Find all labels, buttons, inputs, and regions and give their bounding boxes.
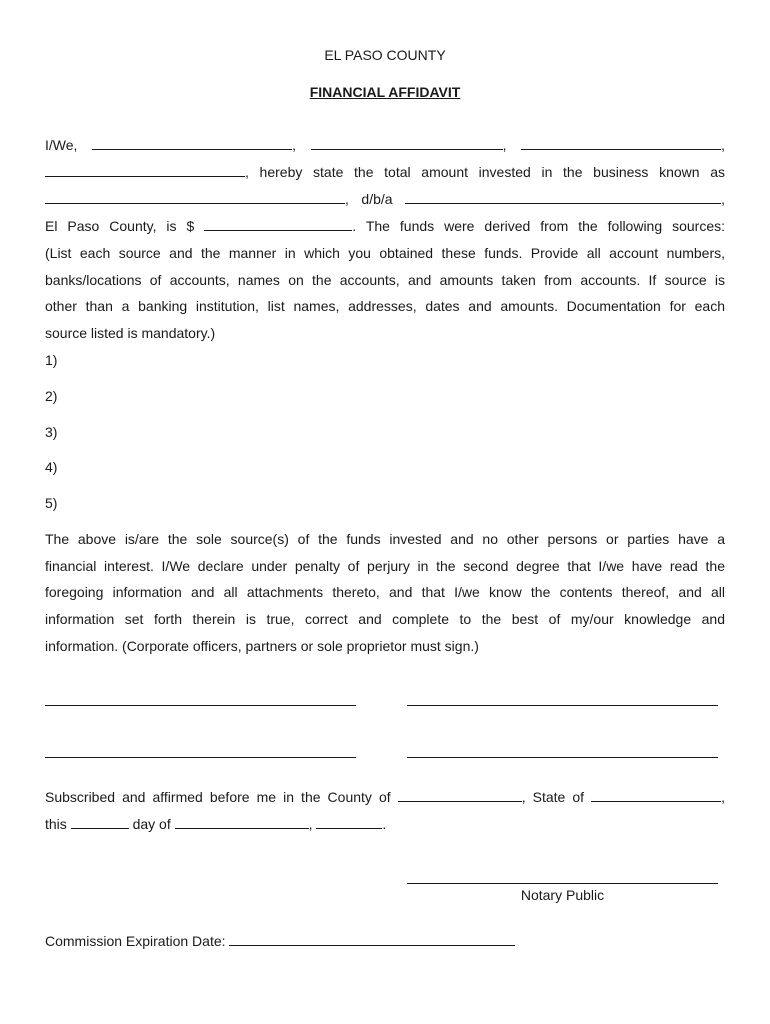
name-blank-1[interactable] [92,137,292,150]
subscribed-line: Subscribed and affirmed before me in the County of , State of , [45,789,726,805]
list-line-4: source listed is mandatory.) [45,325,216,341]
day-line: this day of , . [45,816,387,832]
year-blank[interactable] [316,816,382,829]
source-3: 3) [45,424,58,440]
state-label: , State of [521,789,585,805]
this-label: this [45,816,67,832]
signature-line-left-2[interactable] [45,757,356,758]
amount-blank[interactable] [204,218,352,231]
commission-label: Commission Expiration Date: [45,933,226,949]
funds-text: . The funds were derived from the following sources: [352,218,725,234]
intro-line-1: I/We, , , , [45,137,726,153]
hereby-text: , hereby state the total amount invested in the business known as [245,164,725,180]
signature-line-right-1[interactable] [407,705,718,706]
declaration-line-4: information set forth therein is true, correct and complete to the best of my/our knowledge and [45,611,725,627]
declaration-line-2: financial interest. I/We declare under penalty of perjury in the second degree that I/we have read the [45,558,725,574]
source-4: 4) [45,459,58,475]
signature-line-left-1[interactable] [45,705,356,706]
day-blank[interactable] [71,816,129,829]
county-is-label: El Paso County, is $ [45,218,195,234]
state-blank[interactable] [591,789,721,802]
name-blank-2[interactable] [311,137,503,150]
declaration-line-3: foregoing information and all attachments thereto, and that I/we know the contents thereof, and all [45,584,725,600]
form-title: FINANCIAL AFFIDAVIT [309,84,461,100]
declaration-line-5: information. (Corporate officers, partners or sole proprietor must sign.) [45,638,479,654]
source-1: 1) [45,352,58,368]
commission-blank[interactable] [229,933,515,946]
source-5: 5) [45,495,58,511]
declaration-line-1: The above is/are the sole source(s) of the funds invested and no other persons or parties have a [45,531,725,547]
subscribed-label: Subscribed and affirmed before me in the County of [45,789,391,805]
intro-line-2 [45,164,725,180]
day-of-label: day of [132,816,171,832]
business-name-blank[interactable] [45,191,345,204]
name-blank-3[interactable] [521,137,721,150]
list-line-1: (List each source and the manner in which you obtained these funds. Provide all account numbers, [45,245,725,261]
dba-blank[interactable] [405,191,721,204]
county-blank[interactable] [398,789,522,802]
intro-line-4 [45,218,725,234]
commission-line [45,933,515,949]
iwe-label: I/We, [45,137,78,153]
list-line-2: banks/locations of accounts, names on the accounts, and amounts taken from accounts. If source is [45,272,725,288]
dba-label: , d/b/a [345,191,393,207]
county-header: EL PASO COUNTY [324,47,446,63]
notary-public-label: Notary Public [520,887,605,903]
source-2: 2) [45,388,58,404]
intro-line-3: , d/b/a , [45,191,725,207]
month-blank[interactable] [175,816,309,829]
name-blank-4[interactable] [45,164,245,177]
list-line-3: other than a banking institution, list names, addresses, dates and amounts. Documentation for each [45,298,725,314]
signature-line-right-2[interactable] [407,757,718,758]
notary-signature-line[interactable] [407,883,718,884]
